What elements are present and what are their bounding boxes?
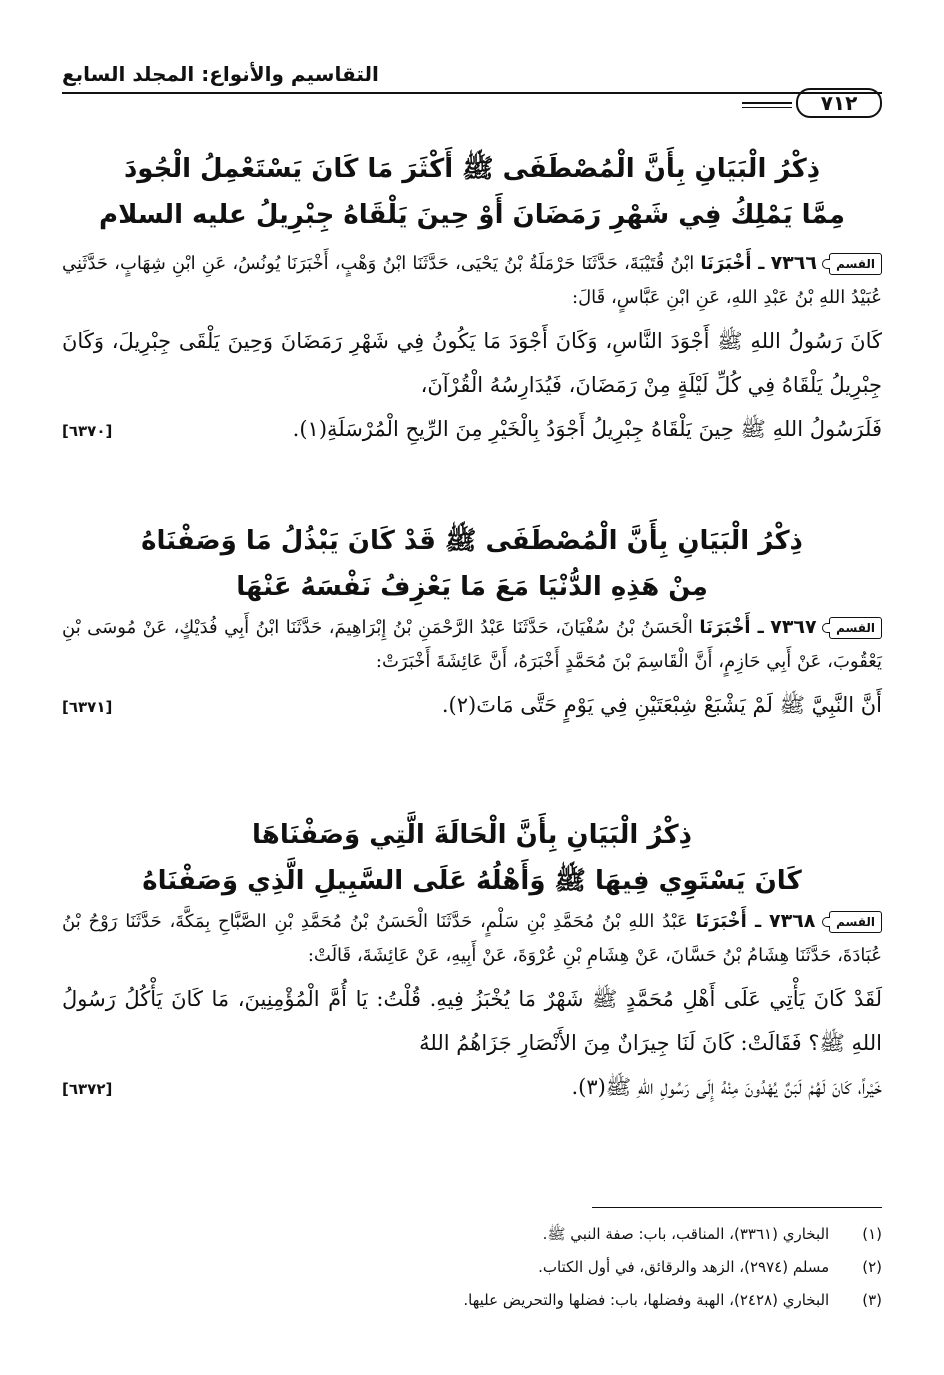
footnote-number: (١): [862, 1225, 882, 1243]
footnote-text: مسلم (٢٩٧٤)، الزهد والرقائق، في أول الكتاب.: [538, 1258, 830, 1276]
footnote: [62, 1218, 882, 1251]
chapter-title-line: ذِكْرُ الْبَيَانِ بِأَنَّ الْحَالَةَ الَّتِي وَصَفْنَاهَا: [252, 820, 692, 850]
hadith-block: [62, 246, 882, 453]
cross-reference: [٦٣٧٢]: [62, 1080, 113, 1098]
footnote: [62, 1251, 882, 1284]
section-badge-icon: القسم: [829, 617, 882, 639]
chapter-title-line: ذِكْرُ الْبَيَانِ بِأَنَّ الْمُصْطَفَى ﷺ أَكْثَرَ مَا كَانَ يَسْتَعْمِلُ الْجُودَ: [123, 154, 821, 184]
cross-reference: [٦٣٧٠]: [62, 422, 113, 440]
chapter-title: [62, 146, 882, 238]
chapter-title-line: ذِكْرُ الْبَيَانِ بِأَنَّ الْمُصْطَفَى ﷺ قَدْ كَانَ يَبْذُلُ مَا وَصَفْنَاهُ: [141, 526, 803, 556]
hadith-number: ٧٣٦٦: [770, 252, 817, 274]
isnad-text: عَبْدُ اللهِ بْنُ مُحَمَّدِ بْنِ سَلْمٍ، حَدَّثَنَا الْحَسَنُ بْنُ مُحَمَّدِ بْنِ الصَّبَّاحِ بِمَكَّةَ، حَدَّثَنَا رَوْحُ بْنُ عُبَادَةَ، حَدَّثَنَا هِشَامُ بْنُ حَسَّانَ، عَنْ هِشَامِ بْنِ عُرْوَةَ، عَنْ أَبِيهِ، عَنْ عَائِشَةَ، قَالَتْ:: [62, 911, 882, 966]
cross-reference: [٦٣٧١]: [62, 698, 113, 716]
page-number: ٧١٢: [820, 91, 858, 115]
footnote-separator: [592, 1207, 882, 1208]
chapter-title-line: كَانَ يَسْتَوِي فِيهَا ﷺ وَأَهْلُهُ عَلَى السَّبِيلِ الَّذِي وَصَفْنَاهُ: [142, 866, 802, 896]
footnote-number: (٣): [862, 1291, 882, 1309]
chapter-title: [62, 812, 882, 904]
isnad-text: الْحَسَنُ بْنُ سُفْيَانَ، حَدَّثَنَا عَبْدُ الرَّحْمَنِ بْنُ إِبْرَاهِيمَ، حَدَّثَنَا ابْنُ أَبِي فُدَيْكٍ، عَنْ مُوسَى بْنِ يَعْقُوبَ، عَنْ أَبِي حَازِمٍ، أَنَّ الْقَاسِمَ بْنَ مُحَمَّدٍ أَخْبَرَهُ، أَنَّ عَائِشَةَ أَخْبَرَتْ:: [62, 617, 882, 672]
akhbarana-label: ـ أَخْبَرَنَا: [700, 253, 765, 274]
hadith-isnad: [62, 904, 882, 973]
footnote-text: البخاري (٢٤٢٨)، الهبة وفضلها، باب: فضلها والتحريض عليها.: [463, 1291, 830, 1309]
page-number-frame: [742, 88, 882, 122]
hadith-block: [62, 904, 882, 1111]
hadith-isnad: [62, 610, 882, 679]
matn-last-text: خَيْراً، كَانَ لَهُمْ لَبَنٌ يُهْدُونَ مِنْهُ إِلَى رَسُولِ اللهِ ﷺ(٣).: [571, 1075, 882, 1099]
hadith-isnad: [62, 246, 882, 315]
footnotes: [62, 1218, 882, 1317]
hadith-last-line: [62, 407, 882, 453]
matn-last-text: أَنَّ النَّبِيَّ ﷺ لَمْ يَشْبَعْ شِبْعَتَيْنِ فِي يَوْمٍ حَتَّى مَاتَ(٢).: [441, 693, 882, 717]
hadith-last-line: [62, 1065, 882, 1111]
page-number-rule: [742, 102, 792, 104]
akhbarana-label: ـ أَخْبَرَنَا: [695, 911, 762, 932]
section-badge-icon: القسم: [829, 253, 882, 275]
footnote: [62, 1284, 882, 1317]
chapter-title-line: مِمَّا يَمْلِكُ فِي شَهْرِ رَمَضَانَ أَوْ حِينَ يَلْقَاهُ جِبْرِيلُ عليه السلام: [99, 200, 845, 230]
chapter-title: [62, 518, 882, 610]
running-header: [62, 58, 882, 88]
footnote-text: البخاري (٣٣٦١)، المناقب، باب: صفة النبي ﷺ.: [542, 1225, 830, 1243]
chapter-title-line: مِنْ هَذِهِ الدُّنْيَا مَعَ مَا يَعْزِفُ نَفْسَهُ عَنْهَا: [236, 572, 708, 602]
hadith-matn: كَانَ رَسُولُ اللهِ ﷺ أَجْوَدَ النَّاسِ، وَكَانَ أَجْوَدَ مَا يَكُونُ فِي شَهْرِ رَمَضَانَ وَحِينَ يَلْقَى جِبْرِيلَ، وَكَانَ جِبْرِيلُ يَلْقَاهُ فِي كُلِّ لَيْلَةٍ مِنْ رَمَضَانَ، فَيُدَارِسُهُ الْقُرْآنَ،: [62, 329, 882, 397]
page-number-rule-thin: [742, 107, 792, 108]
hadith-last-line: [62, 683, 882, 729]
footnote-number: (٢): [862, 1258, 882, 1276]
hadith-number: ٧٣٦٨: [768, 910, 816, 932]
page-number-box: [796, 88, 882, 118]
hadith-number: ٧٣٦٧: [770, 616, 817, 638]
matn-last-text: فَلَرَسُولُ اللهِ ﷺ حِينَ يَلْقَاهُ جِبْرِيلُ أَجْوَدُ بِالْخَيْرِ مِنَ الرِّيحِ الْمُرْسَلَةِ(١).: [292, 417, 882, 441]
akhbarana-label: ـ أَخْبَرَنَا: [699, 617, 764, 638]
hadith-matn: لَقَدْ كَانَ يَأْتِي عَلَى أَهْلِ مُحَمَّدٍ ﷺ شَهْرٌ مَا يُخْبَزُ فِيهِ. قُلْتُ: يَا أُمَّ الْمُؤْمِنِينَ، مَا كَانَ يَأْكُلُ رَسُولُ اللهِ ﷺ؟ فَقَالَتْ: كَانَ لَنَا جِيرَانٌ مِنَ الأَنْصَارِ جَزَاهُمُ اللهُ: [62, 987, 882, 1055]
hadith-block: [62, 610, 882, 729]
section-badge-icon: القسم: [829, 911, 882, 933]
isnad-text: ابْنُ قُتَيْبَةَ، حَدَّثَنَا حَرْمَلَةُ بْنُ يَحْيَى، حَدَّثَنَا ابْنُ وَهْبٍ، أَخْبَرَنَا يُونُسُ، عَنِ ابْنِ شِهَابٍ، حَدَّثَنِي عُبَيْدُ اللهِ بْنُ عَبْدِ اللهِ، عَنِ ابْنِ عَبَّاسٍ، قَالَ:: [62, 253, 882, 308]
book-title: التقاسيم والأنواع: المجلد السابع: [62, 62, 379, 86]
